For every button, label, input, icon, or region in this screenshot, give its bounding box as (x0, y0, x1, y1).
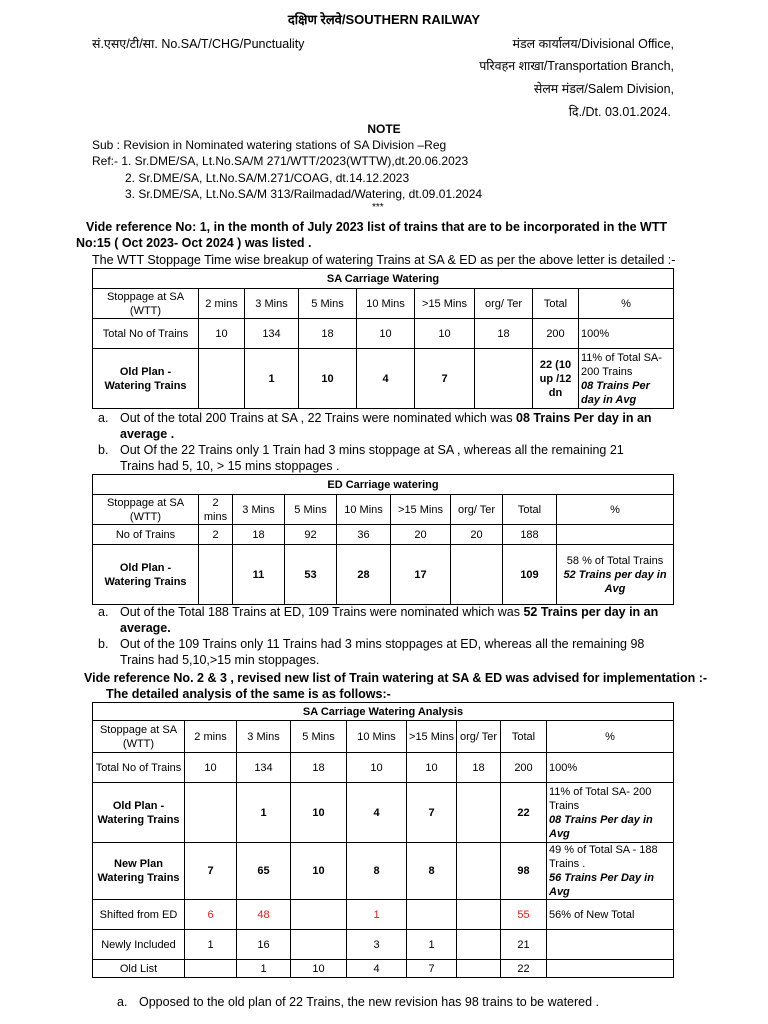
table-cell: 18 (475, 319, 533, 349)
list-text: Opposed to the old plan of 22 Trains, the new revision has 98 trains to be watered . (139, 995, 600, 1009)
sa-watering-analysis-table (92, 702, 674, 978)
table-cell: 65 (237, 843, 291, 900)
header-cell: org/ Ter (457, 721, 501, 753)
table-cell-total: 55 (501, 900, 547, 930)
percent-emphasis: 08 Trains Per day in Avg (581, 379, 650, 406)
table-cell: 7 (407, 783, 457, 843)
table-cell: 4 (357, 349, 415, 409)
table-cell: 53 (285, 545, 337, 605)
list-marker: b. (98, 637, 109, 651)
table-cell: 7 (415, 349, 475, 409)
list-text (120, 410, 678, 442)
table-cell: 10 (199, 319, 245, 349)
list-item (98, 442, 658, 474)
table-cell-percent (547, 843, 674, 900)
table-cell: 48 (237, 900, 291, 930)
table-cell (291, 900, 347, 930)
para1-line2: No:15 ( Oct 2023- Oct 2024 ) was listed . (76, 236, 312, 250)
table-cell-percent (579, 349, 674, 409)
table-cell: 3 (347, 930, 407, 960)
document-date: दि./Dt. 03.01.2024. (568, 105, 671, 119)
reference-3: 3. Sr.DME/SA, Lt.No.SA/M 313/Railmadad/Watering, dt.09.01.2024 (125, 187, 483, 201)
table-cell: 10 (407, 753, 457, 783)
header-cell: 10 Mins (337, 495, 391, 525)
document-title: दक्षिण रेलवे/SOUTHERN RAILWAY (287, 12, 481, 27)
table-cell: 200 (533, 319, 579, 349)
header-cell: Stoppage at SA (WTT) (93, 721, 185, 753)
reference-1: Ref:- 1. Sr.DME/SA, Lt.No.SA/M 271/WTT/2023(WTTW),dt.20.06.2023 (92, 154, 469, 168)
table-cell: 10 (291, 783, 347, 843)
percent-text: 49 % of Total SA - 188 Trains . (549, 844, 658, 870)
table-cell (407, 900, 457, 930)
percent-emphasis: 08 Trains Per day in Avg (549, 813, 653, 840)
table-cell: 1 (185, 930, 237, 960)
table-cell-total: 22 (10 up /12 dn (533, 349, 579, 409)
table-cell (185, 960, 237, 978)
table-cell: 10 (291, 843, 347, 900)
list-text: Out Of the 22 Trains only 1 Train had 3 mins stoppage at SA , whereas all the remaining 21 Trains had 5, 10, > 15 mins stoppages . (120, 443, 624, 473)
table-cell: 8 (407, 843, 457, 900)
header-cell: 3 Mins (245, 289, 299, 319)
table-cell: 10 (299, 349, 357, 409)
percent-emphasis: 52 Trains per day in Avg (563, 568, 667, 595)
table-cell (457, 843, 501, 900)
table-cell: 10 (185, 753, 237, 783)
reference-2: 2. Sr.DME/SA, Lt.No.SA/M.271/COAG, dt.14.12.2023 (125, 171, 410, 185)
table-cell: 200 (501, 753, 547, 783)
header-cell: >15 Mins (407, 721, 457, 753)
table-cell: 188 (503, 525, 557, 545)
stars-separator: *** (372, 202, 384, 213)
table-cell: 17 (391, 545, 451, 605)
table-cell: 134 (237, 753, 291, 783)
office-line-1: मंडल कार्यालय/Divisional Office, (512, 37, 674, 51)
list-marker: b. (98, 443, 109, 457)
table-cell: 18 (291, 753, 347, 783)
table-cell (557, 525, 674, 545)
table-cell-total: 109 (503, 545, 557, 605)
table-cell (457, 960, 501, 978)
header-cell: % (557, 495, 674, 525)
table-cell: 18 (233, 525, 285, 545)
table-cell: 18 (299, 319, 357, 349)
table-cell-total: 22 (501, 960, 547, 978)
table-cell (547, 930, 674, 960)
row-label: Newly Included (93, 930, 185, 960)
table-cell: 1 (237, 783, 291, 843)
table-cell-total: 98 (501, 843, 547, 900)
table-cell: 20 (391, 525, 451, 545)
note-heading: NOTE (367, 122, 401, 136)
table-cell: 92 (285, 525, 337, 545)
row-label: New Plan Watering Trains (93, 843, 185, 900)
list-marker: a. (98, 411, 109, 425)
table-cell: 8 (347, 843, 407, 900)
header-cell: 2 mins (199, 495, 233, 525)
office-line-2: परिवहन शाखा/Transportation Branch, (479, 59, 674, 73)
list-item (98, 410, 678, 442)
row-label: Total No of Trains (93, 753, 185, 783)
header-cell: % (579, 289, 674, 319)
header-cell: 10 Mins (357, 289, 415, 319)
row-label: Old List (93, 960, 185, 978)
table-cell-percent (547, 783, 674, 843)
table-cell: 10 (357, 319, 415, 349)
table-cell (291, 930, 347, 960)
list-marker: a. (117, 995, 128, 1009)
table-cell: 16 (237, 930, 291, 960)
table-cell (185, 783, 237, 843)
table-cell: 4 (347, 783, 407, 843)
table-caption: SA Carriage Watering Analysis (93, 703, 674, 721)
table-cell: 7 (407, 960, 457, 978)
table-cell: 4 (347, 960, 407, 978)
table-cell: 10 (347, 753, 407, 783)
header-cell: % (547, 721, 674, 753)
list-text-bold: 52 Trains per day in an average. (120, 605, 659, 635)
para2-line2: The detailed analysis of the same is as follows:- (106, 687, 391, 701)
percent-text: 11% of Total SA- 200 Trains (581, 351, 662, 378)
list-text-plain: Out of the Total 188 Trains at ED, 109 Trains were nominated which was (120, 605, 524, 619)
table-cell-total: 21 (501, 930, 547, 960)
header-cell: Stoppage at SA (WTT) (93, 289, 199, 319)
table-cell: 11 (233, 545, 285, 605)
table-cell (547, 960, 674, 978)
table-caption: ED Carriage watering (93, 475, 674, 495)
percent-emphasis: 56 Trains Per Day in Avg (549, 872, 654, 898)
header-cell: >15 Mins (391, 495, 451, 525)
office-line-3: सेलम मंडल/Salem Division, (533, 82, 674, 96)
list-text-plain: Out of the total 200 Trains at SA , 22 Trains were nominated which was (120, 411, 517, 425)
table-cell: 100% (579, 319, 674, 349)
table-cell: 36 (337, 525, 391, 545)
table-cell (451, 545, 503, 605)
para1-line1: Vide reference No: 1, in the month of July 2023 list of trains that are to be incorporated in the WTT (86, 220, 668, 234)
table-cell: 18 (457, 753, 501, 783)
percent-text: 11% of Total SA- 200 Trains (549, 785, 652, 812)
list-item (98, 636, 668, 668)
list-text-bold: 08 Trains Per day in an average . (120, 411, 652, 441)
table-cell (457, 900, 501, 930)
header-cell: 5 Mins (285, 495, 337, 525)
percent-text: 58 % of Total Trains (566, 554, 664, 567)
table-cell: 10 (415, 319, 475, 349)
subject-line: Sub : Revision in Nominated watering stations of SA Division –Reg (92, 138, 447, 152)
row-label: Old Plan - Watering Trains (93, 545, 199, 605)
table-cell (457, 930, 501, 960)
header-cell: Total (533, 289, 579, 319)
table-cell: 134 (245, 319, 299, 349)
header-cell: 2 mins (185, 721, 237, 753)
header-cell: org/ Ter (475, 289, 533, 319)
table-cell: 100% (547, 753, 674, 783)
para1-line3: The WTT Stoppage Time wise breakup of watering Trains at SA & ED as per the above letter is detailed :- (92, 253, 676, 267)
list-marker: a. (98, 605, 109, 619)
reference-number: सं.एसए/टी/सा. No.SA/T/CHG/Punctuality (92, 37, 305, 51)
header-cell: 2 mins (199, 289, 245, 319)
table-cell: 1 (245, 349, 299, 409)
table-cell: 20 (451, 525, 503, 545)
table-cell: 1 (237, 960, 291, 978)
header-cell: 3 Mins (237, 721, 291, 753)
list-item (98, 604, 678, 636)
list-text: Out of the 109 Trains only 11 Trains had 3 mins stoppages at ED, whereas all the remaining 98 Trains had 5,10,>15 min stoppages. (120, 637, 645, 667)
table-cell (199, 349, 245, 409)
table-cell-percent (557, 545, 674, 605)
ed-watering-table (92, 474, 674, 605)
list-text (120, 604, 678, 636)
para2-line1: Vide reference No. 2 & 3 , revised new list of Train watering at SA & ED was advised for implementation :- (84, 671, 708, 685)
header-cell: >15 Mins (415, 289, 475, 319)
row-label: Shifted from ED (93, 900, 185, 930)
table-cell: 7 (185, 843, 237, 900)
row-label: Old Plan - Watering Trains (93, 349, 199, 409)
table-cell (457, 783, 501, 843)
sa-watering-table (92, 268, 674, 409)
list-item (117, 994, 677, 1012)
header-cell: org/ Ter (451, 495, 503, 525)
table-cell: 2 (199, 525, 233, 545)
table-cell: 56% of New Total (547, 900, 674, 930)
row-label: No of Trains (93, 525, 199, 545)
table-cell: 6 (185, 900, 237, 930)
table-cell (199, 545, 233, 605)
header-cell: 10 Mins (347, 721, 407, 753)
table-cell: 10 (291, 960, 347, 978)
header-cell: Total (503, 495, 557, 525)
table-cell: 28 (337, 545, 391, 605)
header-cell: 5 Mins (299, 289, 357, 319)
header-cell: 3 Mins (233, 495, 285, 525)
header-cell: Total (501, 721, 547, 753)
row-label: Old Plan - Watering Trains (93, 783, 185, 843)
table-cell-total: 22 (501, 783, 547, 843)
row-label: Total No of Trains (93, 319, 199, 349)
table-caption: SA Carriage Watering (93, 269, 674, 289)
header-cell: 5 Mins (291, 721, 347, 753)
table-cell: 1 (407, 930, 457, 960)
table-cell (475, 349, 533, 409)
header-cell: Stoppage at SA (WTT) (93, 495, 199, 525)
table-cell: 1 (347, 900, 407, 930)
